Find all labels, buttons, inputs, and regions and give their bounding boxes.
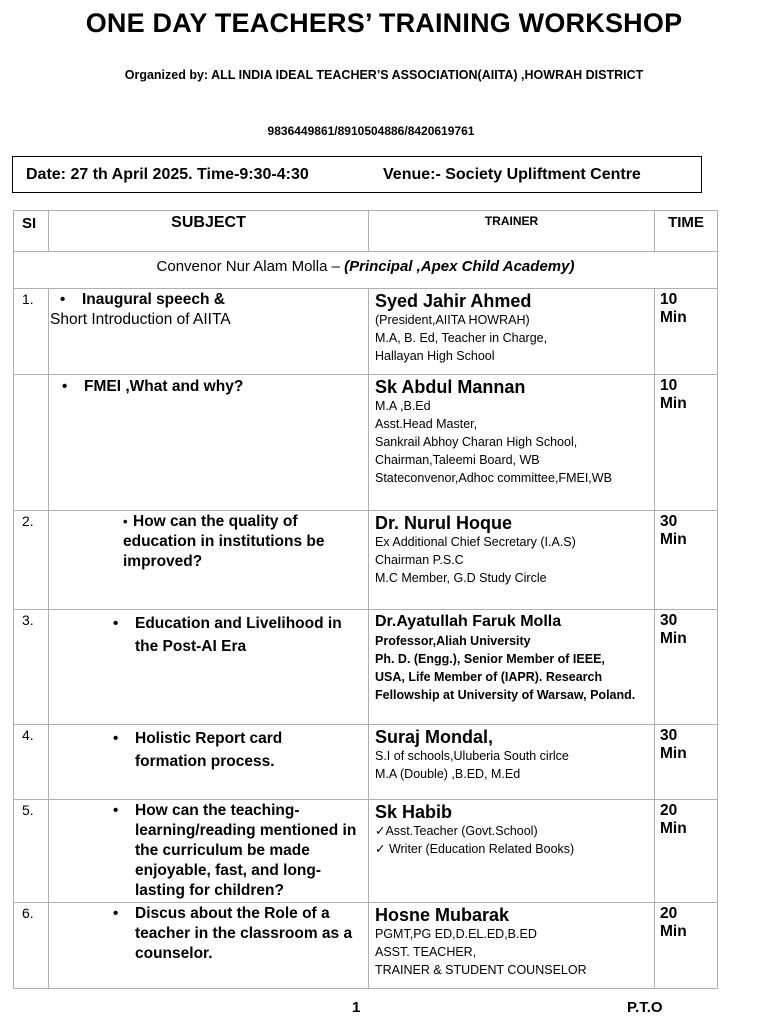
trainer-detail: Professor,Aliah University — [375, 634, 531, 648]
bullet-icon: • — [60, 291, 66, 308]
time-unit: Min — [660, 309, 687, 326]
time-value: 30 — [660, 513, 678, 530]
bullet-icon: • — [113, 802, 119, 819]
subject-text: Discus about the Role of a teacher in the classroom as a counselor. — [135, 905, 353, 962]
row-number: 2. — [14, 511, 49, 610]
trainer-detail: Chairman,Taleemi Board, WB — [375, 453, 540, 467]
subject-text: Education and Livelihood in the Post-AI Era — [135, 615, 342, 655]
table-row — [14, 800, 718, 903]
trainer-detail: S.I of schools,Uluberia South cirlce — [375, 749, 569, 763]
trainer-detail: (President,AIITA HOWRAH) — [375, 313, 530, 327]
convenor-title: (Principal ,Apex Child Academy) — [344, 258, 575, 275]
time-value: 20 — [660, 802, 678, 819]
trainer-name: Sk Habib — [375, 802, 453, 822]
table-row — [14, 375, 718, 511]
time-unit: Min — [660, 395, 687, 412]
subject-text: Inaugural speech & — [82, 291, 225, 308]
trainer-name: Sk Abdul Mannan — [375, 377, 526, 397]
page-title: ONE DAY TEACHERS’ TRAINING WORKSHOP — [85, 8, 683, 38]
bullet-icon: • — [62, 378, 68, 395]
trainer-detail: TRAINER & STUDENT COUNSELOR — [375, 963, 587, 977]
row-number: 3. — [14, 610, 49, 725]
trainer-detail: M.C Member, G.D Study Circle — [375, 571, 547, 585]
venue: Venue:- Society Upliftment Centre — [383, 166, 641, 183]
schedule-table — [13, 210, 718, 989]
time-unit: Min — [660, 531, 687, 548]
time-unit: Min — [660, 745, 687, 762]
table-header-row — [14, 211, 718, 252]
row-number: 5. — [14, 800, 49, 903]
bullet-icon: • — [113, 730, 119, 747]
trainer-name: Suraj Mondal, — [375, 727, 494, 747]
trainer-detail: ✓Asst.Teacher (Govt.School) — [375, 824, 538, 838]
header-si: SI — [14, 211, 49, 252]
bullet-icon: • — [113, 615, 119, 632]
table-row: 2. • How can the quality of education in institutions be improved? Dr. Nurul Hoque Ex Additional Chief Secretary (I.A.S) Chairman P.S.C M.C Member, G.D Study Circle 30 Min — [14, 511, 718, 610]
convenor-row — [14, 252, 718, 289]
header-subject: SUBJECT — [49, 211, 369, 252]
trainer-detail: ✓ Writer (Education Related Books) — [375, 842, 575, 856]
trainer-detail: Hallayan High School — [375, 349, 495, 363]
trainer-detail: Ex Additional Chief Secretary (I.A.S) — [375, 535, 576, 549]
trainer-detail: PGMT,PG ED,D.EL.ED,B.ED — [375, 927, 537, 941]
trainer-detail: ASST. TEACHER, — [375, 945, 477, 959]
trainer-name: Dr.Ayatullah Faruk Molla — [375, 613, 562, 630]
trainer-detail: Sankrail Abhoy Charan High School, — [375, 435, 578, 449]
organizer-line: Organized by: ALL INDIA IDEAL TEACHER’S ASSOCIATION(AIITA) ,HOWRAH DISTRICT — [124, 68, 644, 82]
table-row — [14, 289, 718, 375]
trainer-detail: Fellowship at University of Warsaw, Poland. — [375, 688, 636, 702]
trainer-detail: M.A (Double) ,B.ED, M.Ed — [375, 767, 521, 781]
trainer-detail: M.A ,B.Ed — [375, 399, 431, 413]
date-venue-box — [12, 156, 702, 193]
trainer-detail: Stateconvenor,Adhoc committee,FMEI,WB — [375, 471, 612, 485]
time-value: 10 — [660, 377, 678, 394]
table-row — [14, 903, 718, 989]
trainer-detail: Chairman P.S.C — [375, 553, 464, 567]
row-number: 6. — [14, 903, 49, 989]
header-time: TIME — [655, 211, 718, 252]
time-unit: Min — [660, 630, 687, 647]
table-row — [14, 610, 718, 725]
row-number: 4. — [14, 725, 49, 800]
trainer-detail: Ph. D. (Engg.), Senior Member of IEEE, — [375, 652, 605, 666]
page-number: 1 — [352, 999, 361, 1016]
time-value: 10 — [660, 291, 678, 308]
subject-text: FMEI ,What and why? — [84, 378, 244, 395]
row-number: 1. — [14, 289, 49, 375]
trainer-detail: USA, Life Member of (IAPR). Research — [375, 670, 603, 684]
subject-text: Holistic Report card formation process. — [135, 730, 283, 770]
pto-note: P.T.O — [627, 999, 663, 1016]
contact-phones: 9836449861/8910504886/8420619761 — [267, 124, 475, 138]
time-value: 30 — [660, 612, 678, 629]
trainer-name: Dr. Nurul Hoque — [375, 513, 513, 533]
bullet-icon: • — [113, 905, 119, 922]
subject-text: How can the teaching-learning/reading mentioned in the curriculum be made enjoyable, fast, and long-lasting for children? — [135, 802, 357, 899]
time-unit: Min — [660, 820, 687, 837]
time-value: 30 — [660, 727, 678, 744]
header-trainer: TRAINER — [369, 211, 655, 252]
time-unit: Min — [660, 923, 687, 940]
date-time: Date: 27 th April 2025. Time-9:30-4:30 — [26, 166, 309, 183]
convenor-name: Convenor Nur Alam Molla – — [156, 258, 345, 275]
time-value: 20 — [660, 905, 678, 922]
subject-text-2: Short Introduction of AIITA — [50, 311, 231, 328]
trainer-detail: Asst.Head Master, — [375, 417, 478, 431]
subject-text: How can the quality of education in institutions be improved? — [123, 513, 325, 570]
table-row — [14, 725, 718, 800]
trainer-name: Hosne Mubarak — [375, 905, 510, 925]
trainer-detail: M.A, B. Ed, Teacher in Charge, — [375, 331, 548, 345]
row-number — [14, 375, 49, 511]
trainer-name: Syed Jahir Ahmed — [375, 291, 532, 311]
